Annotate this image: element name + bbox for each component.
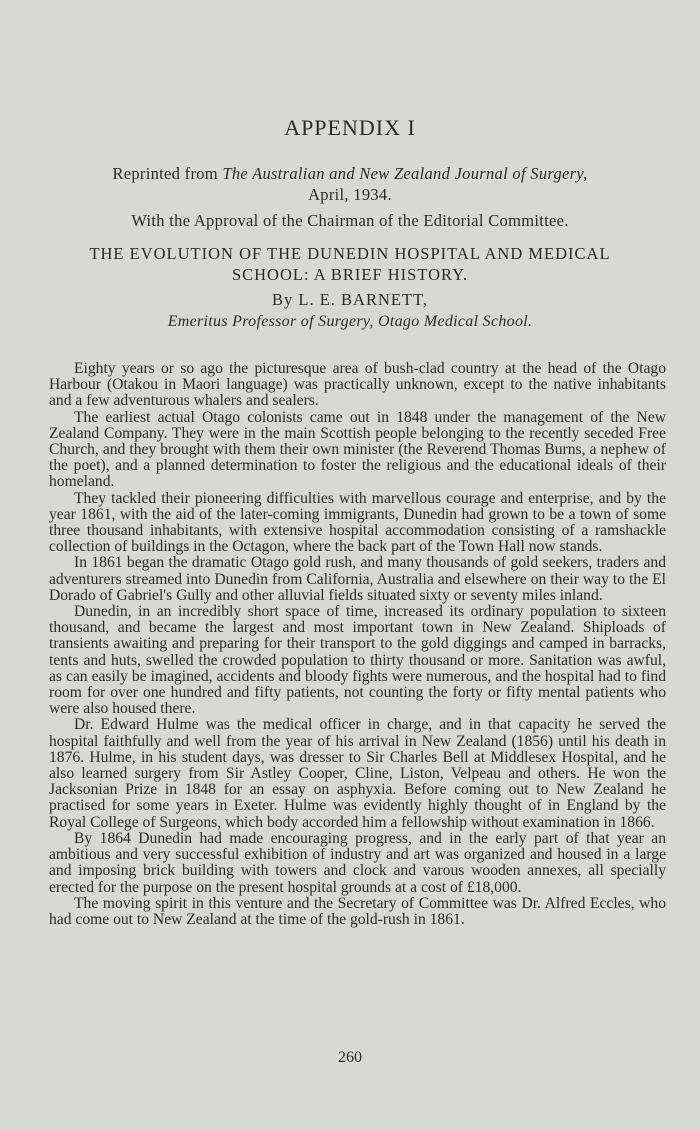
appendix-heading: APPENDIX I bbox=[284, 115, 416, 140]
paragraph: By 1864 Dunedin had made encouraging progress, and in the early part of that year an ambitious and very successful exhibition of industry and art was organized and housed in a large and imposing brick building with towers and clock and varous wooden annexes, all specially erected for the purpose on the present hospital grounds at a cost of £18,000. bbox=[49, 829, 666, 896]
author-affiliation: Emeritus Professor of Surgery, Otago Medical School. bbox=[167, 313, 533, 330]
article-body bbox=[49, 361, 666, 928]
article-title-line-1: THE EVOLUTION OF THE DUNEDIN HOSPITAL AND MEDICAL bbox=[89, 244, 611, 263]
reprint-notice bbox=[60, 163, 640, 205]
paragraph: In 1861 began the dramatic Otago gold rush, and many thousands of gold seekers, traders and adventurers streamed into Dunedin from California, Australia and elsewhere on their way to the El Dorado of Gabriel's Gully and other alluvial fields situated sixty or seventy miles inland. bbox=[49, 554, 666, 604]
approval-notice: With the Approval of the Chairman of the Editorial Committee. bbox=[131, 211, 569, 230]
paragraph: The moving spirit in this venture and the Secretary of Committee was Dr. Alfred Eccles, who had come out to New Zealand at the time of the gold-rush in 1861. bbox=[49, 894, 666, 928]
article-title bbox=[40, 243, 660, 285]
journal-title: The Australian and New Zealand Journal of Surgery, bbox=[222, 164, 588, 183]
paragraph: Eighty years or so ago the picturesque area of bush-clad country at the head of the Otago Harbour (Otakou in Maori language) was practically unknown, except to the native inhabitants and a few adventurous whalers and sealers. bbox=[49, 360, 666, 410]
page-number: 260 bbox=[338, 1049, 362, 1066]
article-title-line-2: SCHOOL: A BRIEF HISTORY. bbox=[231, 265, 469, 284]
author-byline: By L. E. BARNETT, bbox=[271, 290, 429, 309]
paragraph: Dunedin, in an incredibly short space of time, increased its ordinary population to sixteen thousand, and became the largest and most important town in New Zealand. Shiploads of transients awaiting and preparing for their transport to the gold diggings and camped in barracks, tents and huts, swelled the crowded population to thirty thousand or more. Sanitation was awful, as can easily be imagined, accidents and bloody fights were numerous, and the hospital had to find room for over one hundred and fifty patients, not counting the forty or fifty mental patients who were also housed there. bbox=[49, 603, 666, 718]
reprint-prefix: Reprinted from bbox=[112, 164, 223, 183]
reprint-date: April, 1934. bbox=[308, 185, 392, 204]
paragraph: Dr. Edward Hulme was the medical officer in charge, and in that capacity he served the hospital faithfully and well from the year of his arrival in New Zealand (1856) until his death in 1876. Hulme, in his student days, was dresser to Sir Charles Bell at Middlesex Hospital, and he also learned surgery from Sir Astley Cooper, Cline, Liston, Velpeau and others. He won the Jacksonian Prize in 1848 for an essay on asphyxia. Before coming out to New Zealand he practised for some years in Exeter. Hulme was evidently highly thought of in England by the Royal College of Surgeons, which body accorded him a fellowship without examination in 1866. bbox=[49, 716, 666, 831]
paragraph: They tackled their pioneering difficulties with marvellous courage and enterprise, and by the year 1861, with the aid of the later-coming immigrants, Dunedin had grown to be a town of some three thousand inhabitants, with extensive hospital accommodation consisting of a ramshackle collection of buildings in the Octagon, where the back part of the Town Hall now stands. bbox=[49, 489, 666, 556]
paragraph: The earliest actual Otago colonists came out in 1848 under the management of the New Zealand Company. They were in the main Scottish people belonging to the recently seceded Free Church, and they brought with them their own minister (the Reverend Thomas Burns, a nephew of the poet), and a planned determination to foster the religious and the educational ideals of their homeland. bbox=[49, 408, 666, 491]
